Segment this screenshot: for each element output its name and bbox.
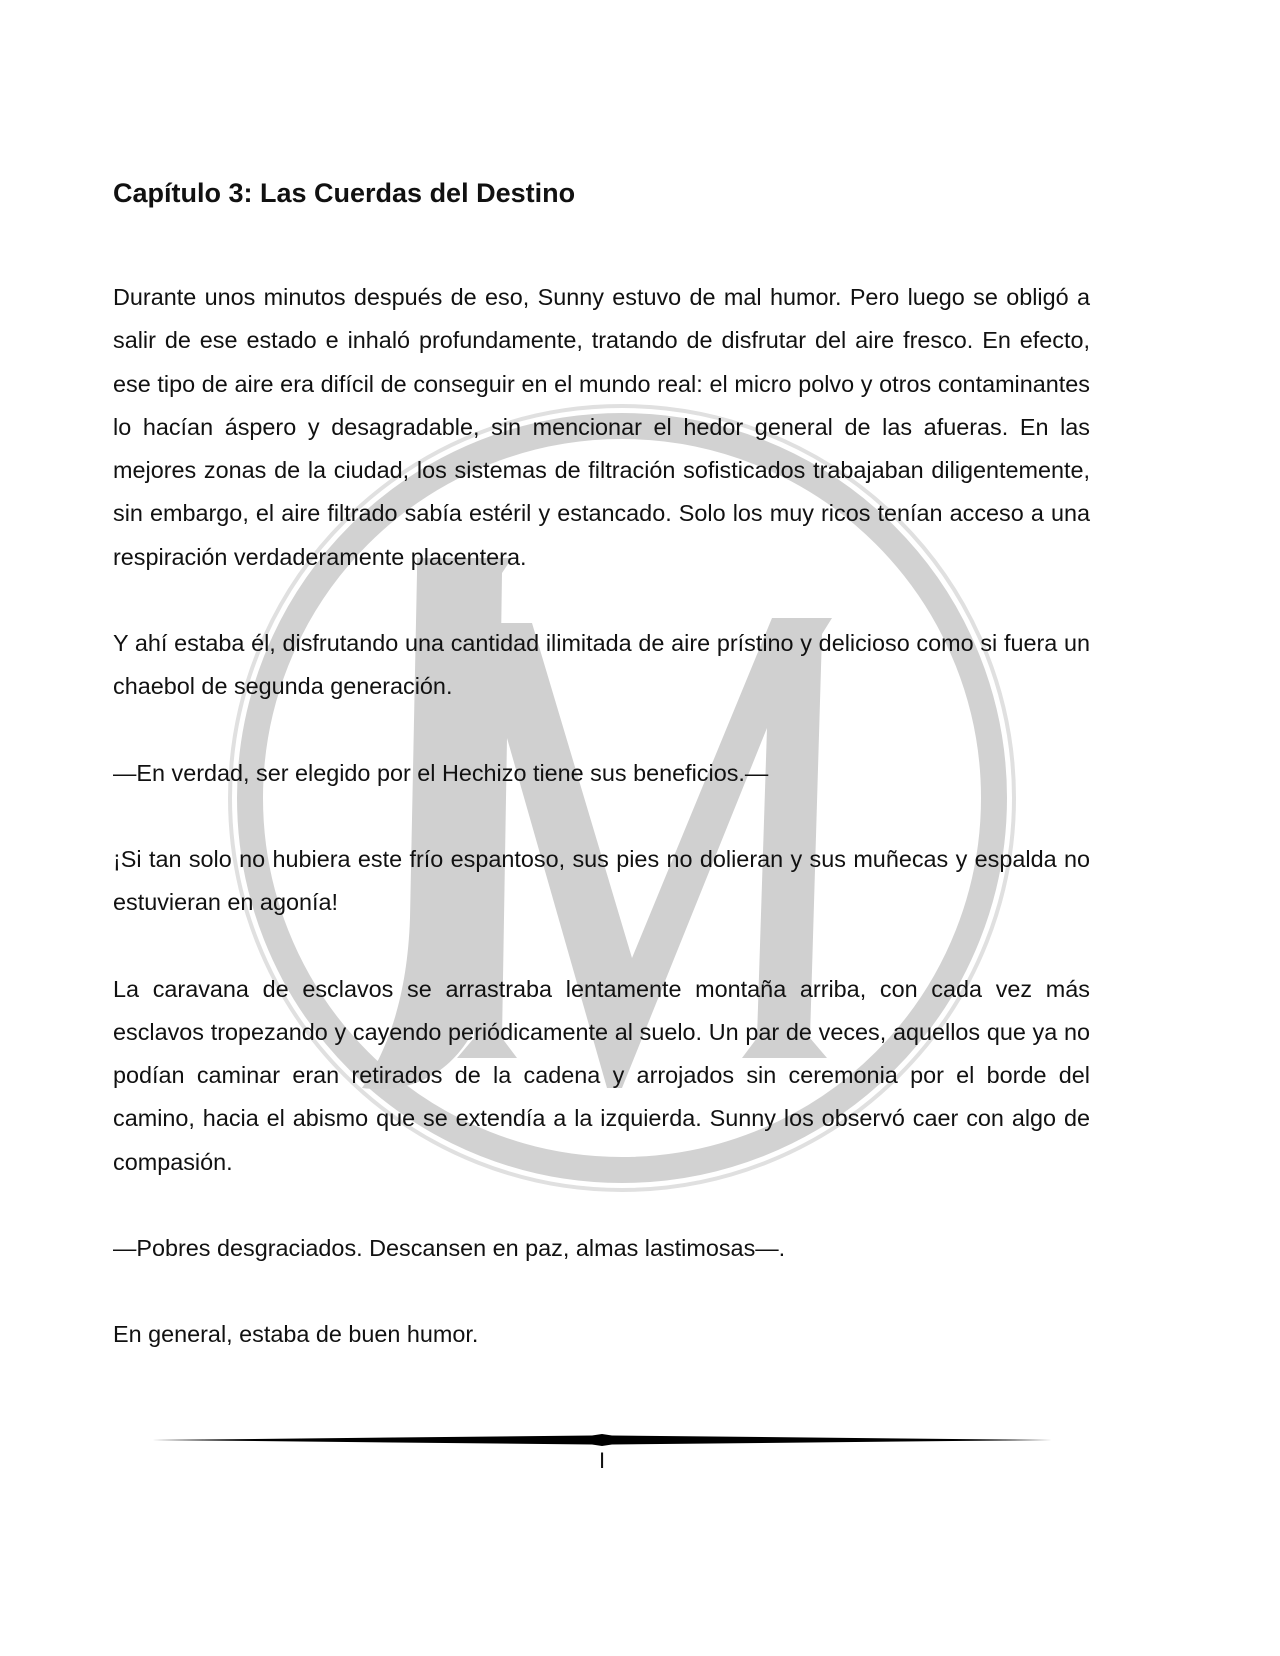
paragraph: Durante unos minutos después de eso, Sunny estuvo de mal humor. Pero luego se obligó a salir de ese estado e inhaló profundamente, tratando de disfrutar del aire fresco. En efecto, ese tipo de aire era difícil de conseguir en el mundo real: el micro polvo y otros contaminantes lo hacían áspero y desagradable, sin mencionar el hedor general de las afueras. En las mejores zonas de la ciudad, los sistemas de filtración sofisticados trabajaban diligentemente, sin embargo, el aire filtrado sabía estéril y estancado. Solo los muy ricos tenían acceso a una respiración verdaderamente placentera. [113,284,1090,570]
page-number: I [598,1448,606,1473]
paragraph: ¡Si tan solo no hubiera este frío espantoso, sus pies no dolieran y sus muñecas y espalda no estuvieran en agonía! [113,845,1090,916]
footer-divider [152,1434,1052,1446]
paragraph: —Pobres desgraciados. Descansen en paz, almas lastimosas—. [113,1235,786,1262]
chapter-title: Capítulo 3: Las Cuerdas del Destino [113,178,576,208]
paragraph: Y ahí estaba él, disfrutando una cantidad ilimitada de aire prístino y delicioso como si fuera un chaebol de segunda generación. [113,630,1090,700]
chapter-body [113,276,1090,1357]
paragraph: En general, estaba de buen humor. [113,1321,479,1348]
paragraph: La caravana de esclavos se arrastraba lentamente montaña arriba, con cada vez más esclavos tropezando y cayendo periódicamente al suelo. Un par de veces, aquellos que ya no podían caminar eran retirados de la cadena y arrojados sin ceremonia por el borde del camino, hacia el abismo que se extendía a la izquierda. Sunny los observó caer con algo de compasión. [113,975,1090,1175]
paragraph: —En verdad, ser elegido por el Hechizo tiene sus beneficios.— [113,759,769,786]
